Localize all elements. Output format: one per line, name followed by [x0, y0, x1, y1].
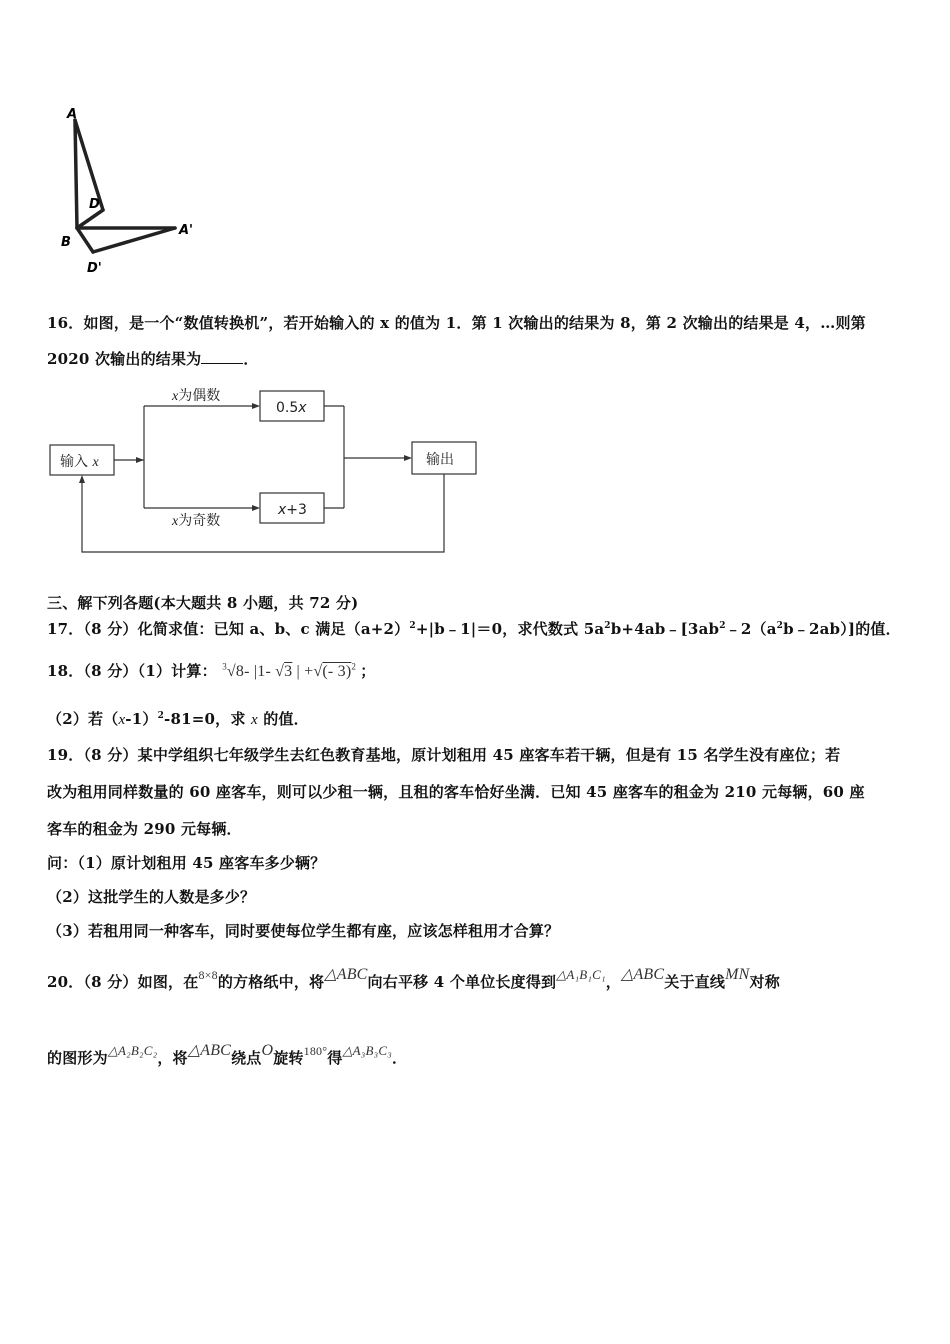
even-condition: x为偶数 [172, 388, 221, 404]
q16-line2: 2020 次输出的结果为 ． [47, 350, 259, 368]
output-label: 输出 [426, 452, 454, 468]
figure-line-ab [75, 120, 77, 228]
label-b: B [61, 235, 71, 250]
q18-part1: 18．（8 分）（1）计算： $^3$√8- |1- √3 | +√(- 3)$^2$ ； [47, 661, 376, 680]
q19-line3: 客车的租金为 290 元每辆． [47, 820, 242, 838]
arrow-to-output [404, 455, 412, 461]
q19-line1: 19．（8 分）某中学组织七年级学生去红色教育基地，原计划租用 45 座客车若干辆，但是有 15 名学生没有座位；若 [47, 746, 841, 764]
q17: 17．（8 分）化简求值：已知 a、b、c 满足$(a+2)^2+|b﹣1|=0$，求代数式 $5a^2b+4ab﹣[3ab^2﹣2(a^2b﹣2ab)]$的值． [47, 620, 901, 638]
conversion-flowchart [40, 375, 490, 565]
arrow-split [136, 457, 144, 463]
geometry-figure [55, 100, 225, 290]
q19-ask1: 问：（1）原计划租用 45 座客车多少辆？ [47, 854, 326, 872]
arrow-loop-input [79, 475, 85, 483]
figure-line-db [77, 210, 103, 228]
input-label: 输入 x [60, 454, 99, 470]
figure-line-d2b [77, 228, 93, 252]
arrow-to-even [252, 403, 260, 409]
odd-condition: x为奇数 [172, 513, 221, 529]
odd-operation: x+3 [278, 502, 307, 518]
q18-part2: （2）若$(x-1)^2-81=0$，求 x 的值． [47, 710, 309, 728]
arrow-to-odd [252, 505, 260, 511]
even-operation: 0.5x [276, 400, 307, 416]
figure-line-a2d2 [93, 228, 175, 252]
q16-line1: 16．如图，是一个“数值转换机”，若开始输入的 x 的值为 1．第 1 次输出的结果为 8，第 2 次输出的结果是 4，…则第 [47, 314, 866, 332]
answer-blank[interactable] [201, 351, 243, 364]
q20-line1: 20．（8 分）如图，在$^{8\times 8}$的方格纸中，将△ABC向右平移 4 个单位长度得到△A₁B₁C₁，△ABC关于直线MN对称 [47, 966, 780, 991]
q20-line2: 的图形为△A₂B₂C₂，将△ABC绕点O旋转$^{180^\circ}$得△A₃B₃C₃． [47, 1042, 408, 1067]
q18-expression: $^3$√8- |1- √3 | +√(- 3)$^2$ [222, 661, 357, 680]
label-a-prime: A' [179, 223, 194, 238]
label-a: A [67, 107, 78, 122]
q19-line2: 改为租用同样数量的 60 座客车，则可以少租一辆，且租的客车恰好坐满．已知 45 座客车的租金为 210 元每辆，60 座 [47, 783, 865, 801]
q19-ask3: （3）若租用同一种客车，同时要使每位学生都有座，应该怎样租用才合算？ [47, 922, 560, 940]
q19-ask2: （2）这批学生的人数是多少？ [47, 888, 256, 906]
label-d-prime: D' [87, 261, 102, 276]
label-d: D [89, 197, 100, 212]
section-title: 三、解下列各题(本大题共 8 小题，共 72 分) [47, 594, 359, 612]
